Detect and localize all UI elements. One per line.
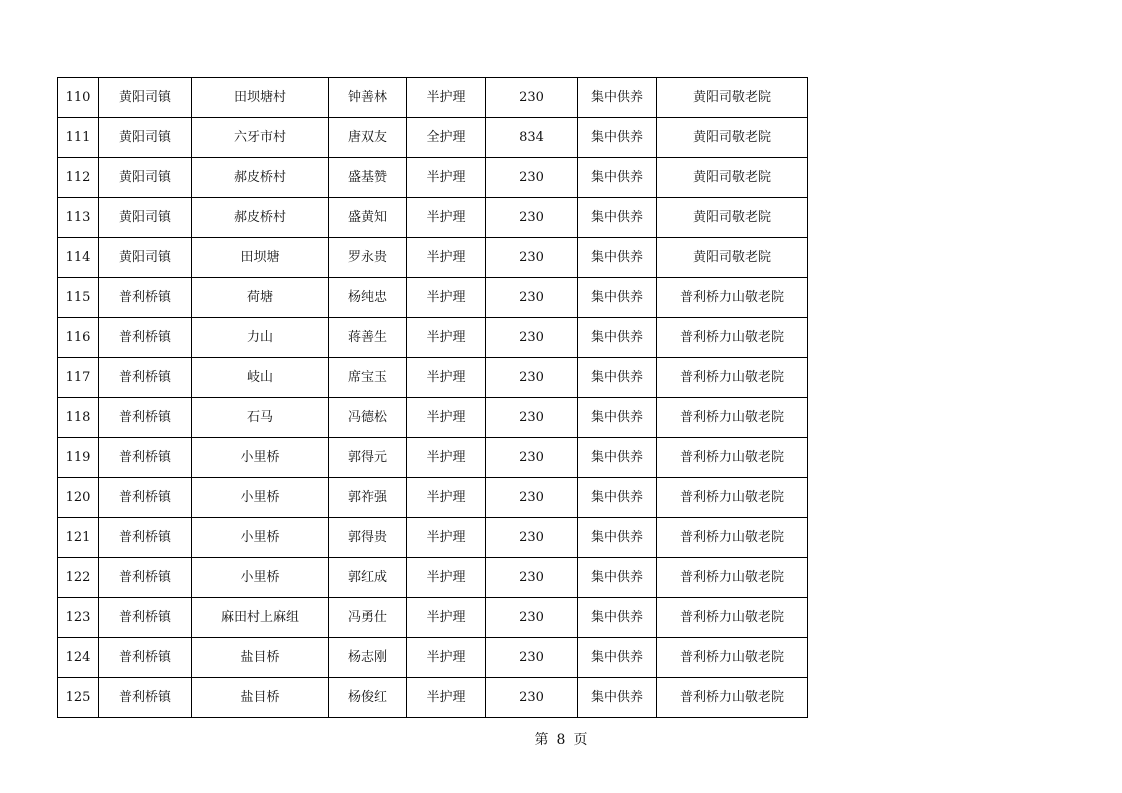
village-cell: 田坝塘村 — [192, 78, 329, 118]
care-level-cell: 半护理 — [407, 678, 486, 718]
care-level-cell: 半护理 — [407, 558, 486, 598]
table-row — [58, 358, 808, 398]
table-row — [58, 118, 808, 158]
row-number-cell: 111 — [58, 118, 99, 158]
village-cell: 六牙市村 — [192, 118, 329, 158]
support-type-cell: 集中供养 — [578, 438, 657, 478]
institution-cell: 普利桥力山敬老院 — [657, 318, 808, 358]
village-cell: 小里桥 — [192, 518, 329, 558]
institution-cell: 普利桥力山敬老院 — [657, 678, 808, 718]
row-number-cell: 123 — [58, 598, 99, 638]
care-level-cell: 半护理 — [407, 438, 486, 478]
village-cell: 田坝塘 — [192, 238, 329, 278]
name-cell: 钟善林 — [329, 78, 407, 118]
village-cell: 石马 — [192, 398, 329, 438]
support-type-cell: 集中供养 — [578, 678, 657, 718]
town-cell: 普利桥镇 — [99, 638, 192, 678]
amount-cell: 834 — [486, 118, 578, 158]
row-number-cell: 124 — [58, 638, 99, 678]
institution-cell: 黄阳司敬老院 — [657, 158, 808, 198]
care-level-cell: 半护理 — [407, 278, 486, 318]
name-cell: 蒋善生 — [329, 318, 407, 358]
town-cell: 普利桥镇 — [99, 318, 192, 358]
institution-cell: 普利桥力山敬老院 — [657, 358, 808, 398]
support-type-cell: 集中供养 — [578, 358, 657, 398]
town-cell: 普利桥镇 — [99, 558, 192, 598]
amount-cell: 230 — [486, 438, 578, 478]
care-level-cell: 半护理 — [407, 518, 486, 558]
table-row — [58, 398, 808, 438]
row-number-cell: 112 — [58, 158, 99, 198]
institution-cell: 黄阳司敬老院 — [657, 238, 808, 278]
row-number-cell: 113 — [58, 198, 99, 238]
table-row — [58, 278, 808, 318]
support-type-cell: 集中供养 — [578, 518, 657, 558]
village-cell: 岐山 — [192, 358, 329, 398]
village-cell: 小里桥 — [192, 478, 329, 518]
name-cell: 席宝玉 — [329, 358, 407, 398]
town-cell: 普利桥镇 — [99, 438, 192, 478]
support-type-cell: 集中供养 — [578, 318, 657, 358]
amount-cell: 230 — [486, 318, 578, 358]
care-level-cell: 半护理 — [407, 638, 486, 678]
village-cell: 荷塘 — [192, 278, 329, 318]
village-cell: 小里桥 — [192, 558, 329, 598]
name-cell: 盛基赞 — [329, 158, 407, 198]
institution-cell: 普利桥力山敬老院 — [657, 518, 808, 558]
support-type-cell: 集中供养 — [578, 398, 657, 438]
amount-cell: 230 — [486, 278, 578, 318]
care-level-cell: 全护理 — [407, 118, 486, 158]
village-cell: 盐目桥 — [192, 678, 329, 718]
support-type-cell: 集中供养 — [578, 78, 657, 118]
name-cell: 杨纯忠 — [329, 278, 407, 318]
amount-cell: 230 — [486, 238, 578, 278]
support-type-cell: 集中供养 — [578, 638, 657, 678]
row-number-cell: 121 — [58, 518, 99, 558]
page-footer — [0, 729, 1122, 749]
amount-cell: 230 — [486, 638, 578, 678]
row-number-cell: 115 — [58, 278, 99, 318]
name-cell: 郭得元 — [329, 438, 407, 478]
name-cell: 郭得贵 — [329, 518, 407, 558]
row-number-cell: 110 — [58, 78, 99, 118]
town-cell: 普利桥镇 — [99, 358, 192, 398]
name-cell: 杨俊红 — [329, 678, 407, 718]
amount-cell: 230 — [486, 158, 578, 198]
row-number-cell: 117 — [58, 358, 99, 398]
village-cell: 力山 — [192, 318, 329, 358]
amount-cell: 230 — [486, 478, 578, 518]
table-row — [58, 518, 808, 558]
institution-cell: 普利桥力山敬老院 — [657, 398, 808, 438]
table-row — [58, 438, 808, 478]
page-number: 8 — [556, 732, 566, 748]
row-number-cell: 122 — [58, 558, 99, 598]
name-cell: 郭祚强 — [329, 478, 407, 518]
institution-cell: 普利桥力山敬老院 — [657, 278, 808, 318]
name-cell: 盛黄知 — [329, 198, 407, 238]
care-level-cell: 半护理 — [407, 78, 486, 118]
town-cell: 黄阳司镇 — [99, 198, 192, 238]
name-cell: 杨志刚 — [329, 638, 407, 678]
institution-cell: 黄阳司敬老院 — [657, 198, 808, 238]
town-cell: 普利桥镇 — [99, 478, 192, 518]
row-number-cell: 116 — [58, 318, 99, 358]
records-table — [57, 77, 808, 718]
name-cell: 唐双友 — [329, 118, 407, 158]
name-cell: 冯德松 — [329, 398, 407, 438]
support-type-cell: 集中供养 — [578, 558, 657, 598]
amount-cell: 230 — [486, 198, 578, 238]
table-row — [58, 198, 808, 238]
village-cell: 麻田村上麻组 — [192, 598, 329, 638]
care-level-cell: 半护理 — [407, 478, 486, 518]
table-row — [58, 318, 808, 358]
village-cell: 盐目桥 — [192, 638, 329, 678]
amount-cell: 230 — [486, 358, 578, 398]
institution-cell: 普利桥力山敬老院 — [657, 598, 808, 638]
town-cell: 黄阳司镇 — [99, 78, 192, 118]
name-cell: 罗永贵 — [329, 238, 407, 278]
town-cell: 普利桥镇 — [99, 518, 192, 558]
table-row — [58, 478, 808, 518]
town-cell: 黄阳司镇 — [99, 118, 192, 158]
town-cell: 普利桥镇 — [99, 678, 192, 718]
row-number-cell: 119 — [58, 438, 99, 478]
amount-cell: 230 — [486, 598, 578, 638]
amount-cell: 230 — [486, 518, 578, 558]
institution-cell: 普利桥力山敬老院 — [657, 558, 808, 598]
institution-cell: 黄阳司敬老院 — [657, 78, 808, 118]
town-cell: 黄阳司镇 — [99, 158, 192, 198]
table-row — [58, 158, 808, 198]
support-type-cell: 集中供养 — [578, 278, 657, 318]
support-type-cell: 集中供养 — [578, 238, 657, 278]
town-cell: 普利桥镇 — [99, 398, 192, 438]
name-cell: 冯勇仕 — [329, 598, 407, 638]
table-row — [58, 598, 808, 638]
institution-cell: 黄阳司敬老院 — [657, 118, 808, 158]
name-cell: 郭红成 — [329, 558, 407, 598]
row-number-cell: 125 — [58, 678, 99, 718]
village-cell: 郝皮桥村 — [192, 198, 329, 238]
institution-cell: 普利桥力山敬老院 — [657, 638, 808, 678]
amount-cell: 230 — [486, 558, 578, 598]
amount-cell: 230 — [486, 398, 578, 438]
amount-cell: 230 — [486, 678, 578, 718]
institution-cell: 普利桥力山敬老院 — [657, 478, 808, 518]
care-level-cell: 半护理 — [407, 158, 486, 198]
town-cell: 黄阳司镇 — [99, 238, 192, 278]
care-level-cell: 半护理 — [407, 238, 486, 278]
care-level-cell: 半护理 — [407, 358, 486, 398]
table-row — [58, 238, 808, 278]
care-level-cell: 半护理 — [407, 198, 486, 238]
amount-cell: 230 — [486, 78, 578, 118]
records-table-body — [58, 78, 808, 718]
town-cell: 普利桥镇 — [99, 598, 192, 638]
support-type-cell: 集中供养 — [578, 118, 657, 158]
village-cell: 小里桥 — [192, 438, 329, 478]
care-level-cell: 半护理 — [407, 318, 486, 358]
page-footer-suffix: 页 — [573, 732, 588, 748]
page-footer-prefix: 第 — [534, 732, 549, 748]
care-level-cell: 半护理 — [407, 398, 486, 438]
support-type-cell: 集中供养 — [578, 598, 657, 638]
care-level-cell: 半护理 — [407, 598, 486, 638]
table-row — [58, 78, 808, 118]
row-number-cell: 114 — [58, 238, 99, 278]
institution-cell: 普利桥力山敬老院 — [657, 438, 808, 478]
row-number-cell: 118 — [58, 398, 99, 438]
table-row — [58, 678, 808, 718]
support-type-cell: 集中供养 — [578, 198, 657, 238]
town-cell: 普利桥镇 — [99, 278, 192, 318]
table-row — [58, 558, 808, 598]
support-type-cell: 集中供养 — [578, 158, 657, 198]
village-cell: 郝皮桥村 — [192, 158, 329, 198]
support-type-cell: 集中供养 — [578, 478, 657, 518]
row-number-cell: 120 — [58, 478, 99, 518]
table-row — [58, 638, 808, 678]
